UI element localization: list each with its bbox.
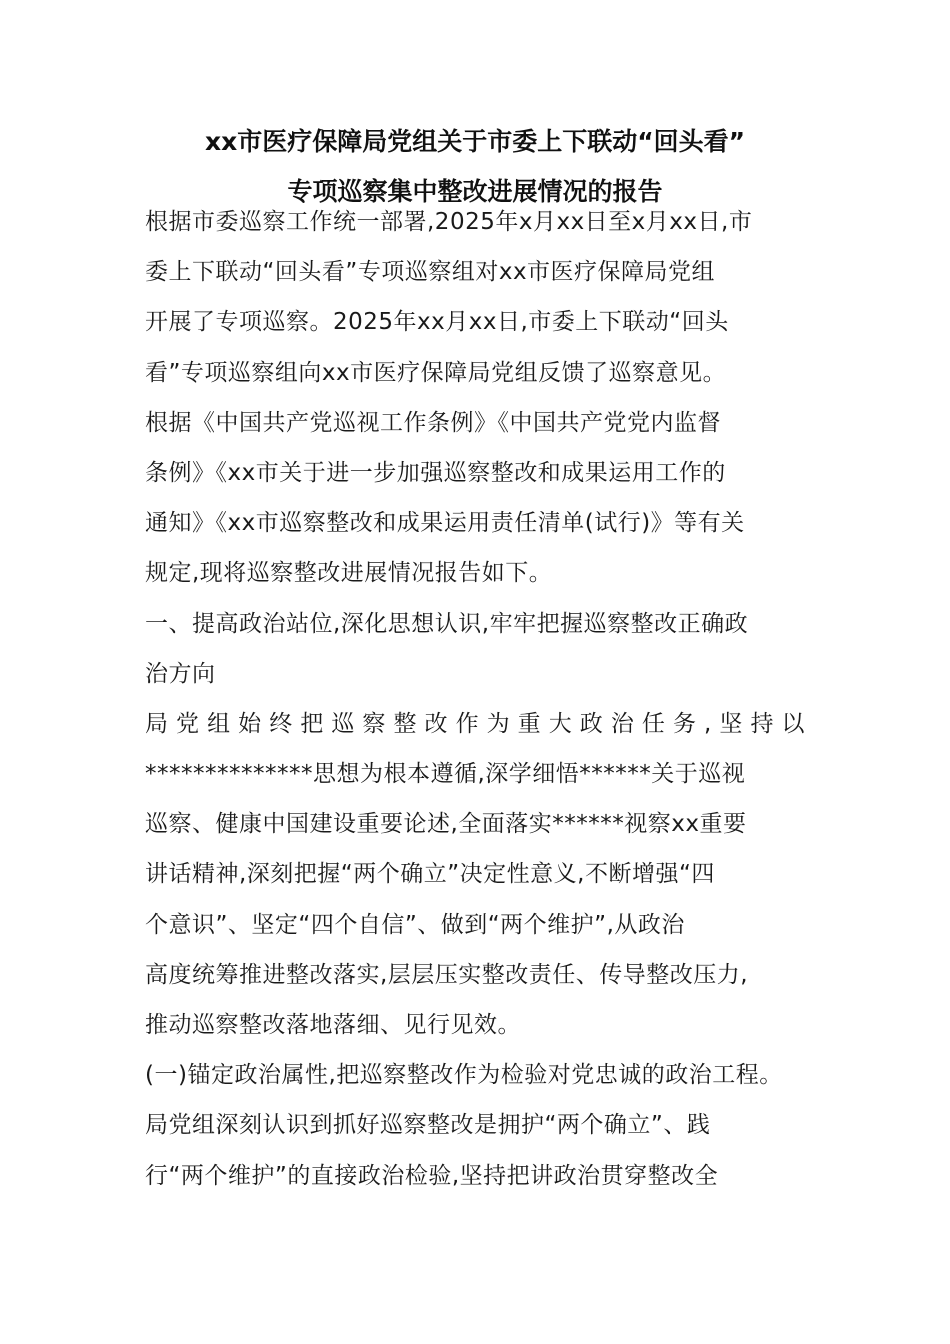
body-line: 讲话精神,深刻把握“两个确立”决定性意义,不断增强“四	[145, 861, 715, 888]
document-title-line-1: xx市医疗保障局党组关于市委上下联动“回头看”	[204, 127, 746, 156]
body-line: **************思想为根本遵循,深学细悟******关于巡视	[145, 761, 746, 788]
document-body	[145, 197, 815, 1201]
section-heading-line: 治方向	[145, 660, 216, 687]
body-line: 巡察、健康中国建设重要论述,全面落实******视察xx重要	[145, 811, 747, 838]
body-line: 根据《中国共产党巡视工作条例》《中国共产党党内监督	[145, 409, 721, 436]
body-line: 行“两个维护”的直接政治检验,坚持把讲政治贯穿整改全	[145, 1162, 719, 1189]
body-line: 局党组深刻认识到抓好巡察整改是拥护“两个确立”、践	[145, 1112, 711, 1139]
body-line: 通知》《xx市巡察整改和成果运用责任清单(试行)》等有关	[145, 510, 745, 537]
body-line: 看”专项巡察组向xx市医疗保障局党组反馈了巡察意见。	[145, 359, 727, 386]
body-line: 高度统筹推进整改落实,层层压实整改责任、传导整改压力,	[145, 961, 749, 988]
body-line: 个意识”、坚定“四个自信”、做到“两个维护”,从政治	[145, 911, 685, 938]
body-line: 推动巡察整改落地落细、见行见效。	[145, 1012, 521, 1038]
subsection-heading-line: (一)锚定政治属性,把巡察整改作为检验对党忠诚的政治工程。	[145, 1062, 783, 1089]
body-line: 规定,现将巡察整改进展情况报告如下。	[145, 560, 553, 587]
section-heading-line: 一、提高政治站位,深化思想认识,牢牢把握巡察整改正确政	[145, 610, 749, 637]
body-line: 委上下联动“回头看”专项巡察组对xx市医疗保障局党组	[145, 259, 716, 286]
body-line: 局党组始终把巡察整改作为重大政治任务,坚持以	[145, 710, 805, 737]
body-line: 根据市委巡察工作统一部署,2025年x月xx日至x月xx日,市	[145, 209, 753, 235]
body-line: 开展了专项巡察。2025年xx月xx日,市委上下联动“回头	[145, 309, 729, 336]
document-title-line-2: 专项巡察集中整改进展情况的报告	[287, 177, 663, 206]
body-line: 条例》《xx市关于进一步加强巡察整改和成果运用工作的	[145, 459, 726, 486]
